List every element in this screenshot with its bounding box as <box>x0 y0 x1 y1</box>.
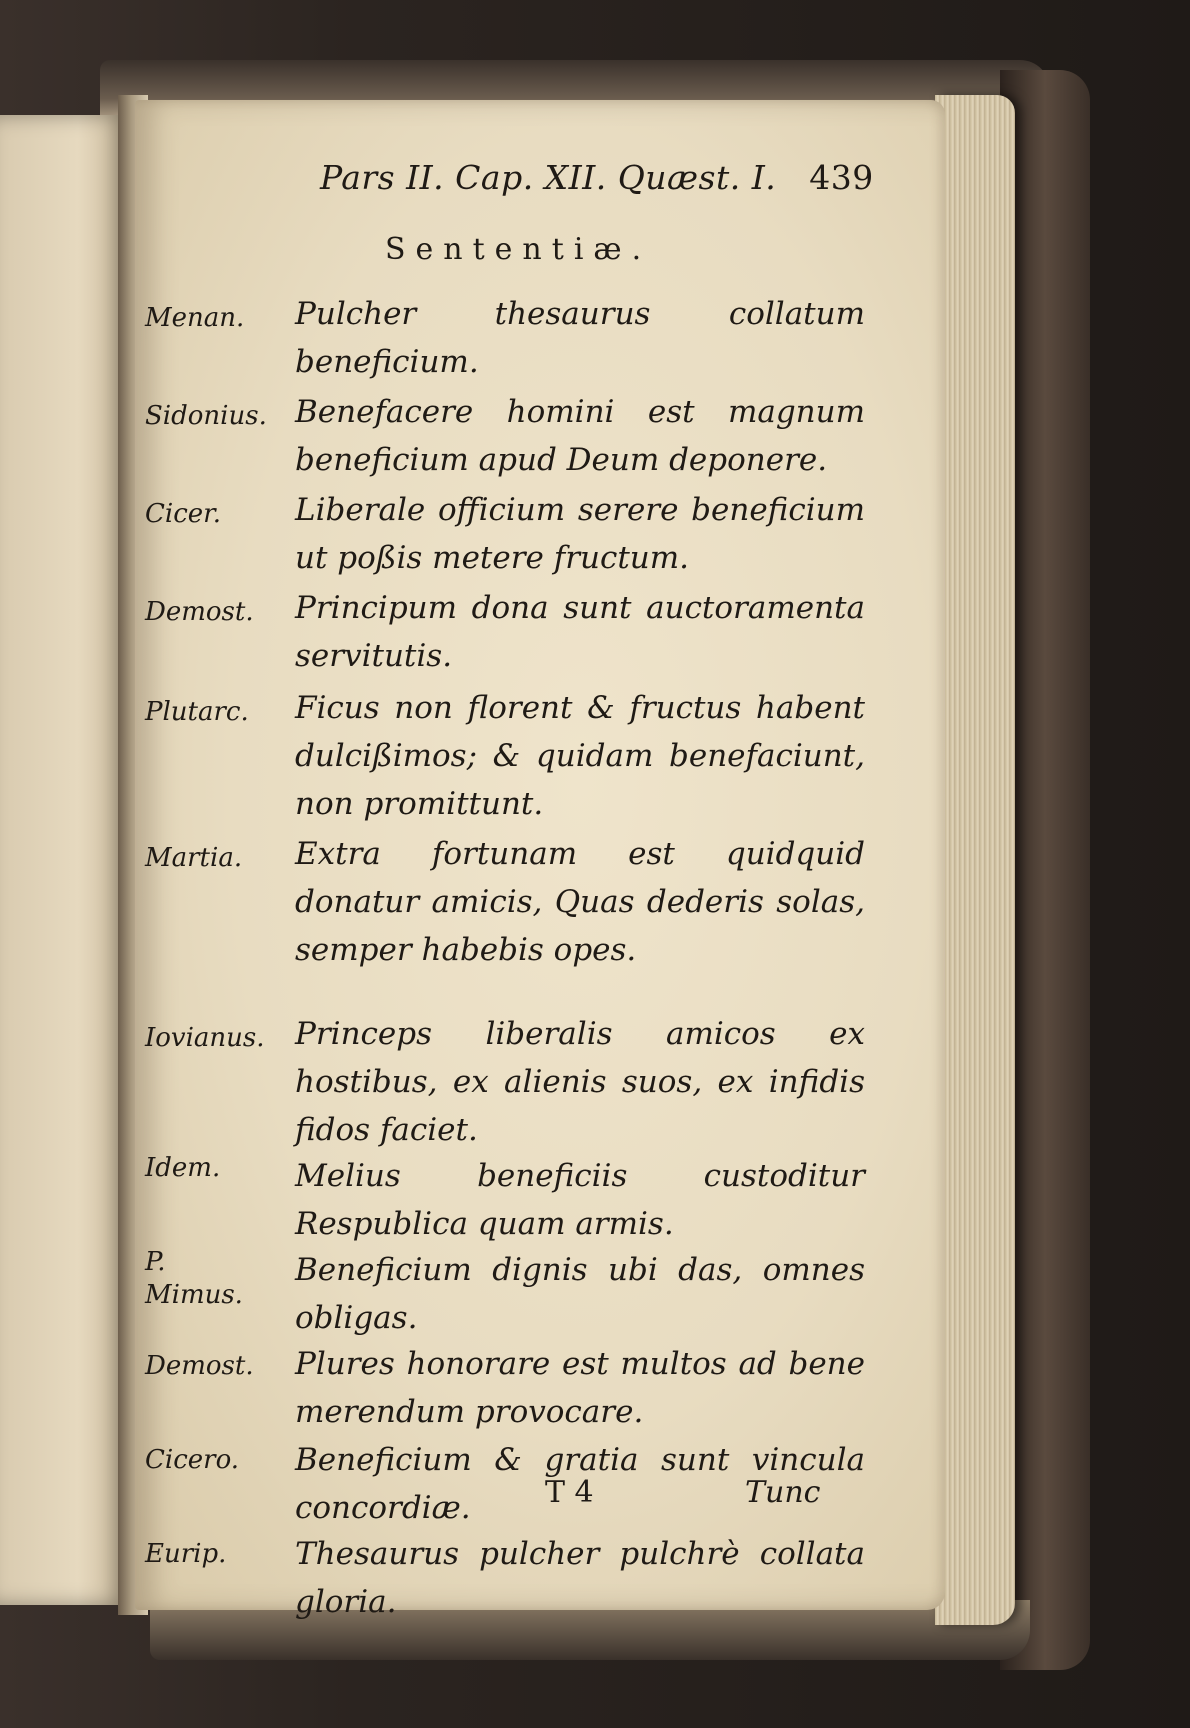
facing-page-left <box>0 115 130 1605</box>
signature-mark: T 4 <box>545 1475 594 1510</box>
author-name: P. Mimus. <box>145 1247 243 1310</box>
running-title: Pars II. Cap. XII. Quæst. I. <box>320 158 777 197</box>
quote-text: Plures honorare est multos ad bene merendum provocare. <box>295 1346 865 1430</box>
author-name: Sidonius. <box>145 401 267 431</box>
author-name: Cicer. <box>145 499 221 529</box>
quote-text: Thesaurus pulcher pulchrè collata gloria. <box>295 1536 865 1620</box>
author-name: Plutarc. <box>145 697 249 727</box>
author-name: Demost. <box>145 597 254 627</box>
author-name: Martia. <box>145 843 243 873</box>
quote-text: Beneficium & gratia sunt vincula concordiæ. <box>295 1442 865 1526</box>
page-number: 439 <box>809 158 874 197</box>
author-name: Cicero. <box>145 1445 240 1475</box>
quote-text: Extra fortunam est quidquid donatur amicis, Quas dederis solas, semper habebis opes. <box>295 836 865 968</box>
catchword: Tunc <box>745 1475 821 1510</box>
running-head <box>320 158 920 197</box>
quote-text: Melius beneficiis custoditur Respublica quam armis. <box>295 1158 865 1242</box>
author-name: Demost. <box>145 1351 254 1381</box>
author-name: Iovianus. <box>145 1023 265 1053</box>
book-page <box>135 100 945 1620</box>
quote-text: Princeps liberalis amicos ex hostibus, ex alienis suos, ex infidis fidos faciet. <box>295 1016 865 1148</box>
page-footer <box>135 1475 945 1525</box>
section-title: Sententiæ. <box>385 232 652 267</box>
quote-text: Benefacere homini est magnum beneficium apud Deum deponere. <box>295 394 865 478</box>
author-name: Eurip. <box>145 1539 227 1569</box>
quote-text: Ficus non florent & fructus habent dulcißimos; & quidam benefaciunt, non promittunt. <box>295 690 865 822</box>
quote-text: Principum dona sunt auctoramenta servitutis. <box>295 590 865 674</box>
page-edges <box>935 95 1015 1625</box>
quote-text: Beneficium dignis ubi das, omnes obligas. <box>295 1252 865 1336</box>
author-name: Menan. <box>145 303 245 333</box>
quote-text: Liberale officium serere beneficium ut poßis metere fructum. <box>295 492 865 576</box>
author-name: Idem. <box>145 1153 221 1183</box>
quote-text: Pulcher thesaurus collatum beneficium. <box>295 296 865 380</box>
